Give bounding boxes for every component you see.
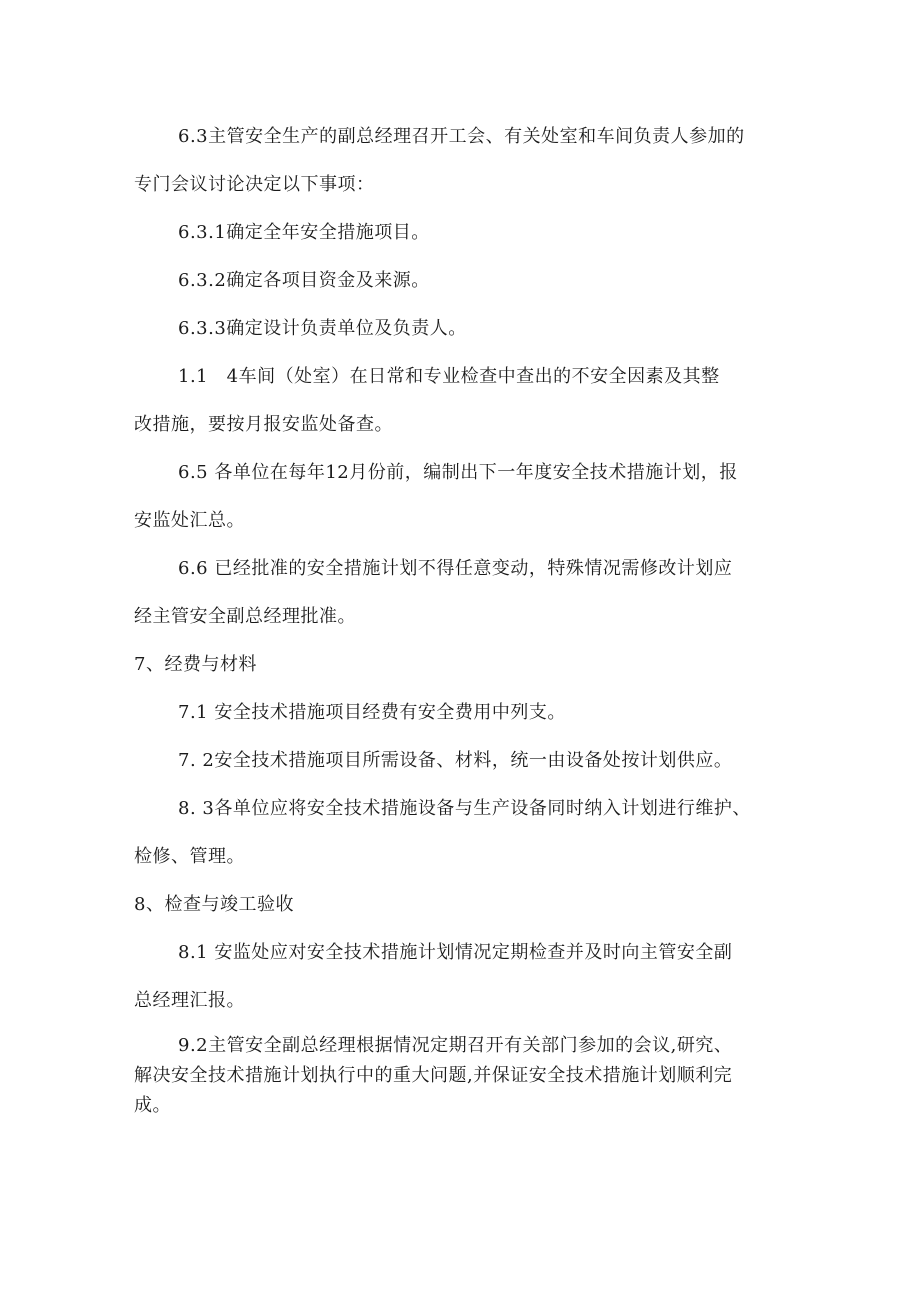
paragraph-7-1 [134,689,794,737]
paragraph-6-5 [134,449,794,545]
paragraph-line: 7. 2安全技术措施项目所需设备、材料，统一由设备处按计划供应。 [178,750,733,771]
paragraph-8-3 [134,785,794,881]
paragraph-line: 7.1 安全技术措施项目经费有安全费用中列支。 [178,702,566,723]
heading-line: 8、检查与竣工验收 [134,894,294,915]
heading-line: 7、经费与材料 [134,654,257,675]
paragraph-line: 安监处汇总。 [134,510,245,531]
paragraph-line: 总经理汇报。 [134,990,245,1011]
paragraph-line: 改措施，要按月报安监处备查。 [134,414,393,435]
paragraph-6-3-3 [134,305,794,353]
paragraph-line: 6.6 已经批准的安全措施计划不得任意变动，特殊情况需修改计划应 [178,558,733,579]
paragraph-6-6 [134,545,794,641]
paragraph-6-3-1 [134,209,794,257]
paragraph-line: 6.3.2确定各项目资金及来源。 [178,270,430,291]
paragraph-8-1 [134,929,794,1025]
paragraph-1-1 [134,353,794,449]
paragraph-line: 专门会议讨论决定以下事项： [134,174,375,195]
paragraph-line: 6.3主管安全生产的副总经理召开工会、有关处室和车间负责人参加的 [178,126,745,147]
paragraph-line: 6.3.3确定设计负责单位及负责人。 [178,318,467,339]
paragraph-line: 8. 3各单位应将安全技术措施设备与生产设备同时纳入计划进行维护、 [178,798,751,819]
paragraph-line: 9.2主管安全副总经理根据情况定期召开有关部门参加的会议,研究、 [178,1035,733,1056]
paragraph-6-3-2 [134,257,794,305]
paragraph-9-2 [134,1031,794,1121]
paragraph-line: 8.1 安监处应对安全技术措施计划情况定期检查并及时向主管安全副 [178,942,733,963]
paragraph-line: 6.3.1确定全年安全措施项目。 [178,222,430,243]
paragraph-line: 检修、管理。 [134,846,245,867]
document-body [134,113,794,1121]
section-heading-8 [134,881,794,929]
paragraph-line: 解决安全技术措施计划执行中的重大问题,并保证安全技术措施计划顺利完 [134,1065,733,1086]
paragraph-6-3 [134,113,794,209]
paragraph-line: 6.5 各单位在每年12月份前，编制出下一年度安全技术措施计划，报 [178,462,738,483]
paragraph-line: 成。 [134,1095,171,1116]
paragraph-line: 1.1 4车间（处室）在日常和专业检查中查出的不安全因素及其整 [178,366,720,387]
paragraph-7-2 [134,737,794,785]
section-heading-7 [134,641,794,689]
paragraph-line: 经主管安全副总经理批准。 [134,606,356,627]
